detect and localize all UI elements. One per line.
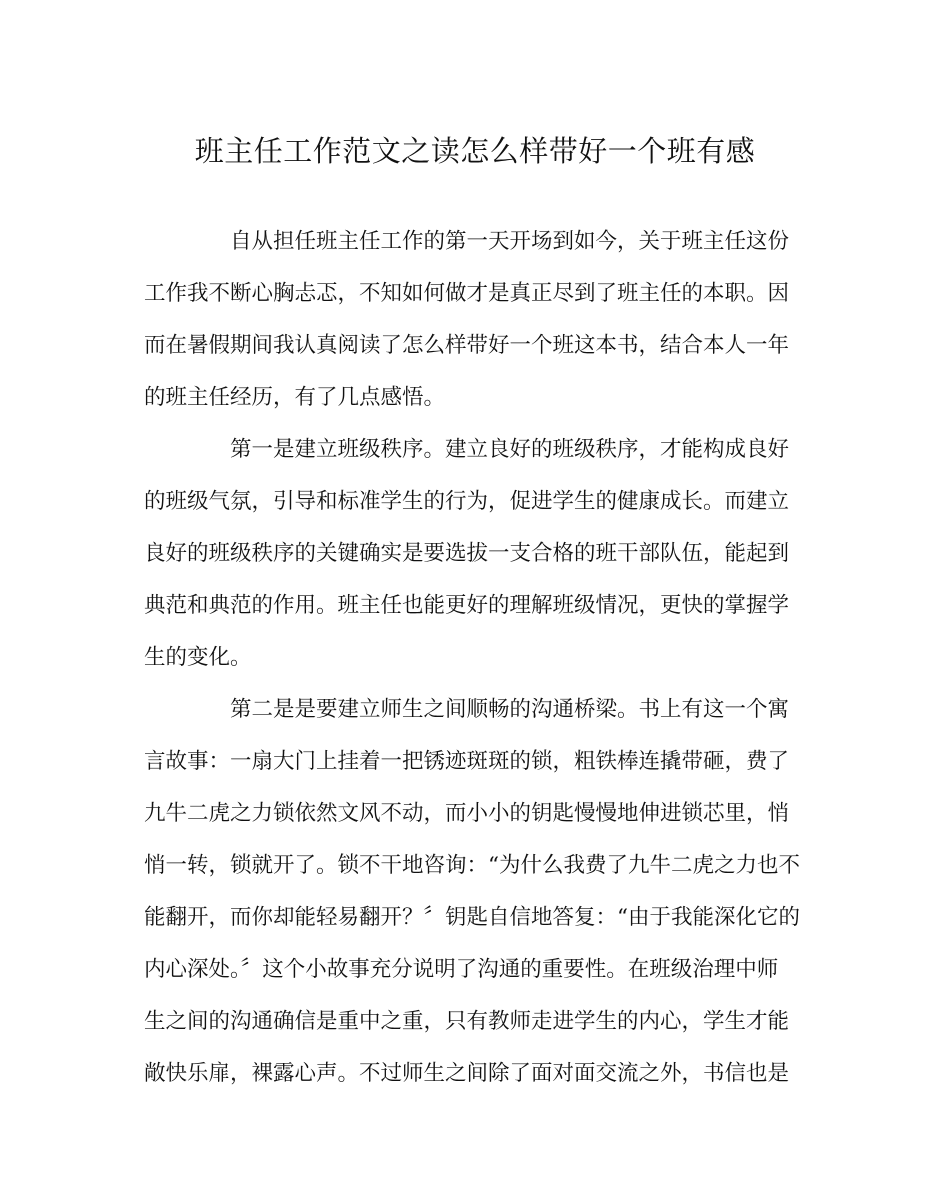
paragraph-3-line-3: 九牛二虎之力锁依然文风不动，而小小的钥匙慢慢地伸进锁芯里，悄 [144, 801, 790, 826]
paragraph-3-line-8: 敞快乐扉，裸露心声。不过师生之间除了面对面交流之外，书信也是 [144, 1061, 790, 1086]
paragraph-2-line-3: 良好的班级秩序的关键确实是要选拔一支合格的班干部队伍，能起到 [144, 541, 790, 566]
paragraph-2-line-4: 典范和典范的作用。班主任也能更好的理解班级情况，更快的掌握学 [144, 593, 790, 618]
paragraph-1-line-4: 的班主任经历，有了几点感悟。 [144, 385, 446, 410]
paragraph-3-line-6: 内心深处。〞这个小故事充分说明了沟通的重要性。在班级治理中师 [144, 957, 779, 982]
paragraph-3-line-7: 生之间的沟通确信是重中之重，只有教师走进学生的内心，学生才能 [144, 1009, 790, 1034]
paragraph-3-line-1: 第二是是要建立师生之间顺畅的沟通桥梁。书上有这一个寓 [230, 697, 790, 722]
paragraph-3-line-4: 悄一转，锁就开了。锁不干地咨询：“为什么我费了九牛二虎之力也不 [144, 853, 800, 878]
document-body [144, 216, 808, 1100]
paragraph-2-line-5: 生的变化。 [144, 645, 252, 670]
document-title: 班主任工作范文之读怎么样带好一个班有感 [194, 134, 756, 168]
paragraph-1-line-1: 自从担任班主任工作的第一天开场到如今，关于班主任这份 [230, 229, 790, 254]
paragraph-2-line-2: 的班级气氛，引导和标准学生的行为，促进学生的健康成长。而建立 [144, 489, 790, 514]
paragraph-2-line-1: 第一是建立班级秩序。建立良好的班级秩序，才能构成良好 [230, 437, 790, 462]
paragraph-3-line-5: 能翻开，而你却能轻易翻开？〞钥匙自信地答复：“由于我能深化它的 [144, 905, 800, 930]
paragraph-3-line-2: 言故事：一扇大门上挂着一把锈迹斑斑的锁，粗铁棒连撬带砸，费了 [144, 749, 790, 774]
paragraph-1-line-3: 而在暑假期间我认真阅读了怎么样带好一个班这本书，结合本人一年 [144, 333, 790, 358]
paragraph-1-line-2: 工作我不断心胸忐忑，不知如何做才是真正尽到了班主任的本职。因 [144, 281, 790, 306]
